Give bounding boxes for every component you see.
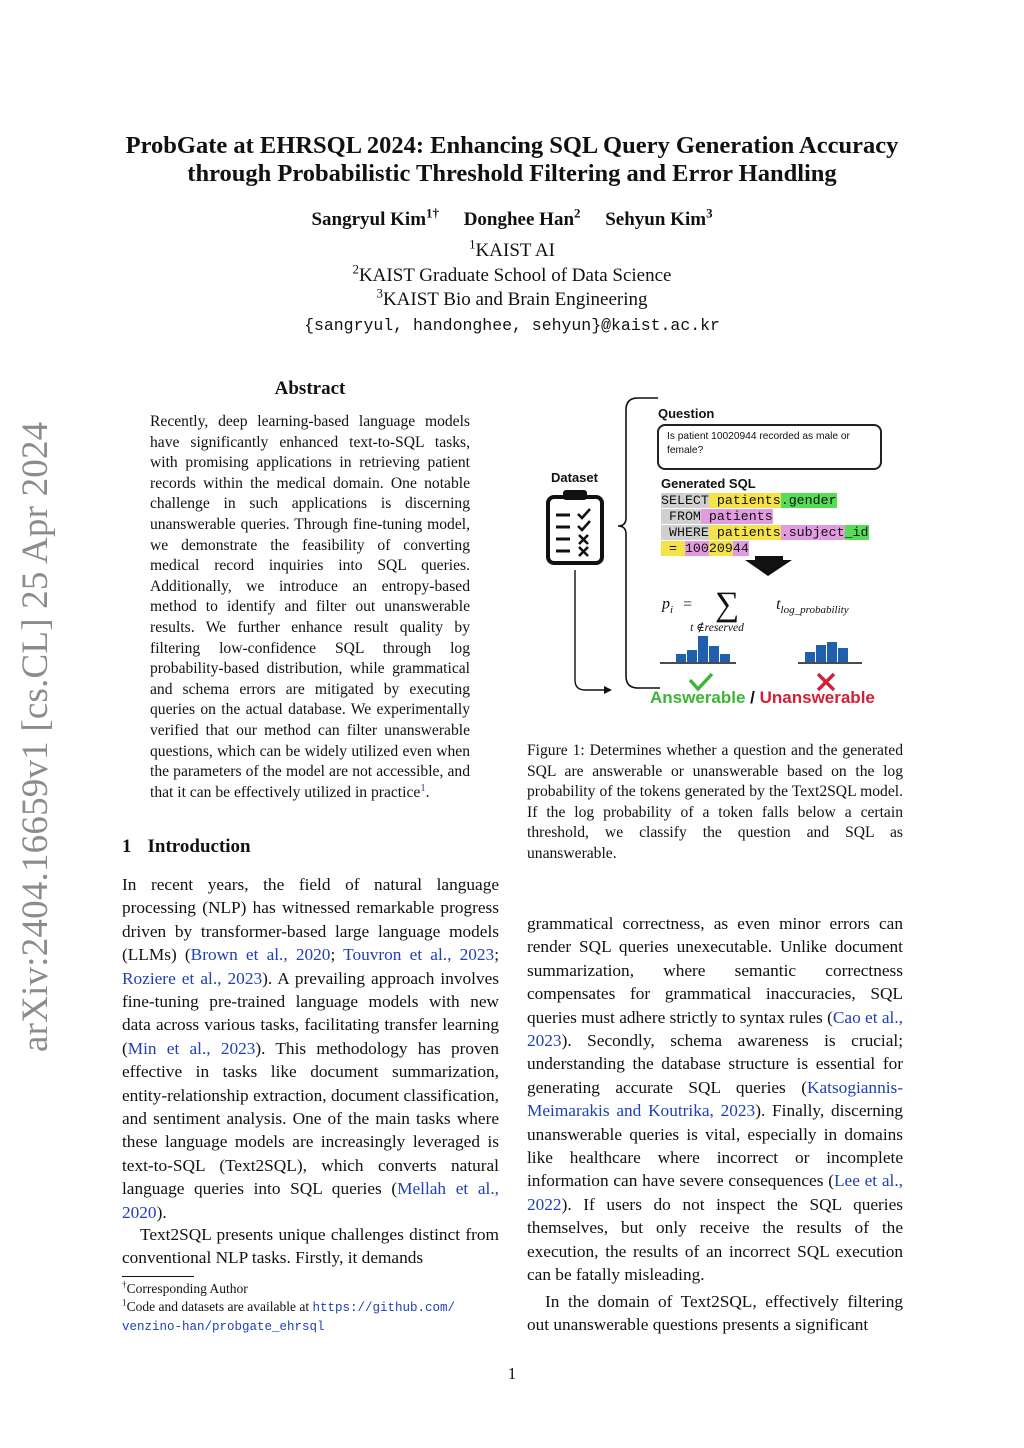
- arxiv-identifier: arXiv:2404.16659v1 [cs.CL] 25 Apr 2024: [15, 421, 56, 1052]
- author-2: Donghee Han$^2$: [463, 205, 581, 230]
- check-icon: [690, 674, 712, 689]
- affiliation-2: $^2$KAIST Graduate School of Data Science: [352, 261, 672, 286]
- intro-paragraph-2: Text2SQL presents unique challenges distinct from conventional NLP tasks. Firstly, it demands: [122, 1225, 499, 1268]
- citation-min-2023[interactable]: Min et al., 2023: [127, 1038, 256, 1058]
- author-1: Sangryul Kim$^{1\dagger}$: [311, 205, 439, 230]
- sql-line-from: FROM patients: [661, 509, 773, 524]
- section-heading-introduction: 1 Introduction: [122, 836, 251, 857]
- code-repo-link-part-1[interactable]: https://github.com/: [312, 1301, 456, 1315]
- author-emails[interactable]: {sangryul, handonghee, sehyun}@kaist.ac.kr: [304, 316, 720, 335]
- paper-title: [80, 132, 944, 188]
- footnote-1: $^1$Code and datasets are available at https://github.com/ venzino-han/probgate_ehrsql: [122, 1297, 456, 1334]
- footnote-dagger: †Corresponding Author: [122, 1279, 248, 1296]
- abstract-body: Recently, deep learning-based language models have significantly enhanced text-to-SQL tasks, with promising applications in retrieving patient records within the medical domain. One notable challenge in such applications is discerning unanswerable queries. Through fine-tuning model, we demonstrate the feasibility of converting medical record inquiries into SQL queries. Additionally, we introduce an entropy-based method to identify and filter out unanswerable results. We further enhance result quality by filtering low-confidence SQL through log probability-based distribution, while grammatical and schema errors are mitigated by executing queries on the actual database. We experimentally verified that our method can filter unanswerable questions, which can be widely utilized even when the parameters of the model are not accessible, and that it can be effectively utilized in practice$^1$.: [150, 413, 470, 801]
- dataset-label: Dataset: [551, 470, 598, 485]
- log-probability-formula: $p_i$ = ∑ t ∉reserved $t_{log\_probability}$: [662, 586, 849, 634]
- unanswerable-histogram: [798, 642, 862, 663]
- sql-to-formula-arrow-shaft: [755, 556, 783, 562]
- sql-to-formula-arrow: [745, 560, 792, 576]
- author-3-affil: 3: [706, 205, 713, 221]
- classification-result: Answerable / Unanswerable: [650, 688, 875, 707]
- figure-1-caption: Figure 1: Determines whether a question and the generated SQL are answerable or unanswerable based on the log probability of the tokens generated by the Text2SQL model. If the log probability of a token falls below a certain threshold, we classify the question and SQL as unanswerable.: [527, 742, 903, 862]
- question-label: Question: [658, 406, 715, 421]
- author-3: Sehyun Kim$^3$: [605, 205, 713, 230]
- citation-cao-2023[interactable]: Cao et al., 2023: [527, 1007, 903, 1051]
- title-line-2: through Probabilistic Threshold Filtering and Error Handling: [187, 160, 837, 187]
- answerable-histogram: [660, 636, 736, 663]
- figure-bracket: [618, 398, 638, 688]
- answerable-label: Answerable: [650, 688, 746, 707]
- author-1-affil: 1†: [426, 205, 439, 221]
- citation-roziere-2023[interactable]: Roziere et al., 2023: [122, 968, 263, 988]
- dataset-flow-arrowhead: [604, 686, 612, 694]
- generated-sql-label: Generated SQL: [661, 476, 756, 491]
- unanswerable-label: Unanswerable: [759, 688, 875, 707]
- summation-symbol: ∑: [714, 586, 740, 623]
- author-list: [80, 205, 944, 231]
- sql-line-select: SELECT patients.gender: [661, 493, 837, 508]
- citation-katsogiannis-2023[interactable]: Katsogiannis-Meimarakis and Koutrika, 2023: [527, 1077, 903, 1121]
- affiliation-1: $^1$KAIST AI: [469, 236, 555, 261]
- dataset-flow-arrow: [575, 570, 604, 690]
- citation-brown-2020[interactable]: Brown et al., 2020: [190, 945, 331, 965]
- citation-lee-2022[interactable]: Lee et al., 2022: [527, 1171, 904, 1214]
- title-line-1: ProbGate at EHRSQL 2024: Enhancing SQL Query Generation Accuracy: [125, 132, 899, 159]
- right-paragraph-1: grammatical correctness, as even minor errors can render SQL queries unexecutable. Unlike document summarization, where semantic correctness compensates for grammatical inaccuracies, SQL queries must adhere strictly to syntax rules (Cao et al., 2023). Secondly, schema awareness is crucial; understanding the database structure is essential for generating accurate SQL queries (Katsogiannis-Meimarakis and Koutrika, 2023). Finally, discerning unanswerable queries is vital, especially in domains like healthcare where incorrect or incomplete information can have severe consequences (Lee et al., 2022). If users do not inspect the SQL queries themselves, but only receive the results of the execution, the results of an incorrect SQL execution can be fatally misleading.: [527, 914, 904, 1285]
- sql-line-where: WHERE patients.subject_id: [661, 525, 869, 540]
- page-number: 1: [507, 1364, 517, 1383]
- summation-subscript: t ∉reserved: [690, 622, 744, 634]
- right-paragraph-2: In the domain of Text2SQL, effectively filtering out unanswerable questions presents a significant: [527, 1292, 903, 1335]
- citation-touvron-2023[interactable]: Touvron et al., 2023: [343, 945, 495, 965]
- citation-mellah-2020[interactable]: Mellah et al., 2020: [122, 1179, 499, 1222]
- abstract-text: Recently, deep learning-based language models have significantly enhanced text-to-SQL tasks, with promising applications in retrieving patient records within the medical domain. One notable challenge in such applications is discerning unanswerable queries. Through fine-tuning model, we demonstrate the feasibility of converting medical record inquiries into SQL queries. Additionally, we introduce an entropy-based method to identify and filter out unanswerable results. We further enhance result quality by filtering low-confidence SQL through log probability-based distribution, while grammatical and schema errors are mitigated by executing queries on the actual database. We experimentally verified that our method can filter unanswerable questions, which can be widely utilized even when the parameters of the model are not accessible, and that it can be effectively utilized in practice: [150, 413, 470, 801]
- clipboard-checklist-icon: [548, 490, 602, 563]
- affiliation-3: $^3$KAIST Bio and Brain Engineering: [376, 285, 648, 310]
- intro-paragraph-1: In recent years, the field of natural language processing (NLP) has witnessed remarkable progress driven by transformer-based large language models (LLMs) (Brown et al., 2020; Touvron et al., 2023; Roziere et al., 2023). A prevailing approach involves fine-tuning pre-trained language models with new data across various tasks, facilitating transfer learning (Min et al., 2023). This methodology has proven effective in tasks like document summarization, entity-relationship extraction, document classification, and sentiment analysis. One of the main tasks where these language models are increasingly leveraged is text-to-SQL (Text2SQL), which converts natural language queries into SQL queries (Mellah et al., 2020).: [122, 875, 499, 1222]
- question-box: Is patient 10020944 recorded as male or female?: [657, 424, 882, 470]
- footnote-1-link[interactable]: 1: [420, 782, 426, 794]
- author-2-affil: 2: [574, 205, 581, 221]
- footnote-divider: [122, 1276, 194, 1277]
- code-repo-link-part-2[interactable]: venzino-han/probgate_ehrsql: [122, 1320, 325, 1334]
- abstract-heading: Abstract: [274, 378, 346, 399]
- sql-line-value: = 10020944: [661, 541, 749, 556]
